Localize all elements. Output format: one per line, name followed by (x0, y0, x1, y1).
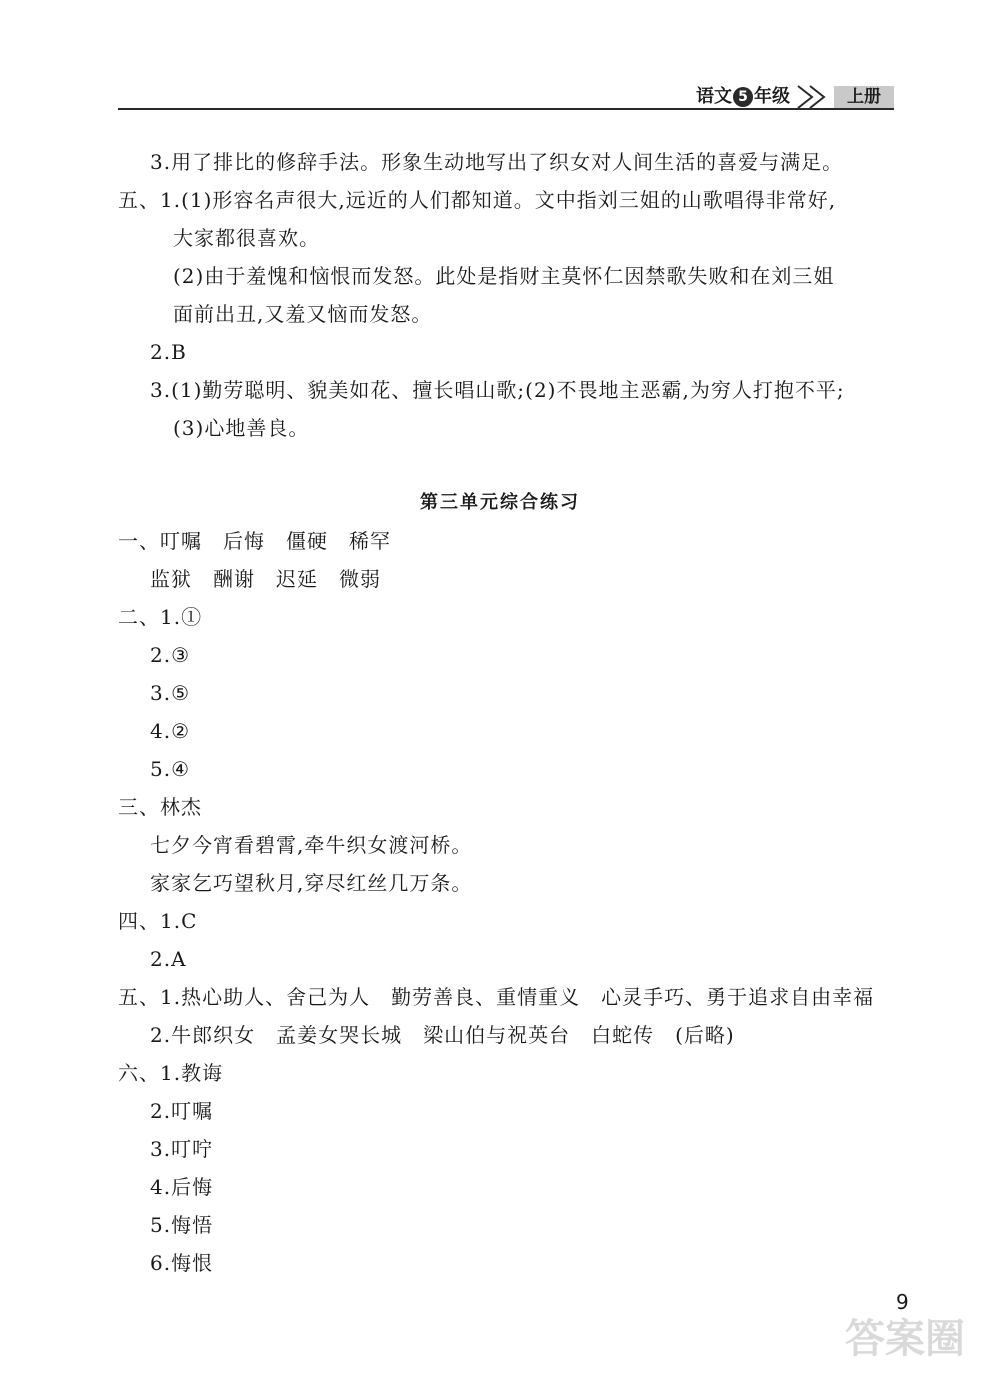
answer-line: (2)由于羞愧和恼恨而发怒。此处是指财主莫怀仁因禁歌失败和在刘三姐 (173, 264, 835, 288)
page-number: 9 (896, 1290, 909, 1314)
header-grade-word: 年级 (754, 86, 790, 107)
answer-line: 大家都很喜欢。 (173, 226, 320, 250)
answer-line: 三、林杰 (118, 795, 202, 819)
answer-line: 面前出丑,又羞又恼而发怒。 (173, 302, 433, 326)
header-subject-grade (696, 84, 790, 110)
grade-number-badge: 5 (733, 87, 753, 107)
answer-line: 五、1.(1)形容名声很大,远近的人们都知道。文中指刘三姐的山歌唱得非常好, (118, 188, 837, 212)
answer-line: 六、1.教诲 (118, 1061, 224, 1085)
svg-text:答案圈: 答案圈 (845, 1316, 965, 1362)
answer-line: 二、1.① (118, 605, 203, 629)
header-subject: 语文 (696, 86, 732, 107)
answer-line: 6.悔恨 (150, 1251, 214, 1275)
answer-line: 2.B (150, 340, 187, 364)
answer-line: 4.② (150, 719, 191, 743)
page-header (118, 84, 894, 110)
answer-line: 4.后悔 (150, 1175, 214, 1199)
answer-line: 监狱 酬谢 迟延 微弱 (150, 567, 381, 591)
answer-line: 四、1.C (118, 909, 198, 933)
answer-line: (3)心地善良。 (173, 416, 310, 440)
answer-line: 2.A (150, 947, 187, 971)
answer-line: 5.悔悟 (150, 1213, 214, 1237)
answer-line: 3.⑤ (150, 681, 191, 705)
volume-label: 上册 (834, 86, 894, 108)
answer-line: 七夕今宵看碧霄,牵牛织女渡河桥。 (150, 833, 473, 857)
watermark-logo (820, 1308, 990, 1386)
answer-line: 3.(1)勤劳聪明、貌美如花、擅长唱山歌;(2)不畏地主恶霸,为穷人打抱不平; (150, 378, 845, 402)
answer-line: 5.④ (150, 757, 191, 781)
answer-line: 家家乞巧望秋月,穿尽红丝几万条。 (150, 871, 473, 895)
answer-line: 2.牛郎织女 孟姜女哭长城 梁山伯与祝英台 白蛇传 (后略) (150, 1023, 735, 1047)
answer-line: 五、1.热心助人、舍己为人 勤劳善良、重情重义 心灵手巧、勇于追求自由幸福 (118, 985, 875, 1009)
answer-line: 2.叮嘱 (150, 1099, 214, 1123)
double-chevron-icon (792, 84, 836, 110)
answer-line: 3.叮咛 (150, 1137, 214, 1161)
answer-line: 2.③ (150, 643, 191, 667)
header-rule (118, 108, 894, 110)
answer-line: 3.用了排比的修辞手法。形象生动地写出了织女对人间生活的喜爱与满足。 (150, 150, 844, 174)
section-title: 第三单元综合练习 (420, 492, 580, 513)
answer-line: 一、叮嘱 后悔 僵硬 稀罕 (118, 529, 391, 553)
